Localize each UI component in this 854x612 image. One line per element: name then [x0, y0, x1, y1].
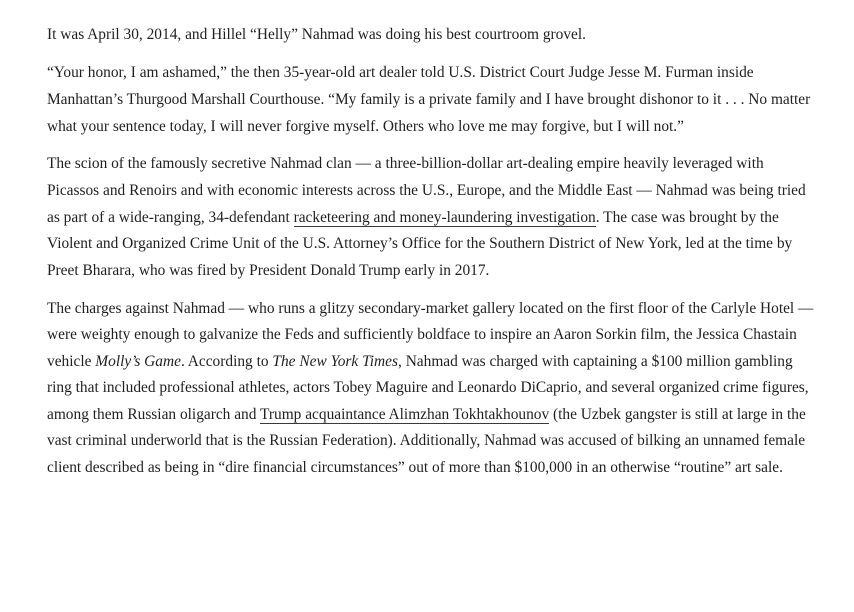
newspaper-title: The New York Times — [272, 352, 398, 370]
tokhtakhounov-link[interactable]: Trump acquaintance Alimzhan Tokhtakhounov — [260, 405, 550, 423]
article-body — [47, 22, 817, 493]
paragraph-4-text-1: The charges against Nahmad — who runs a glitzy secondary-market gallery located on the first floor of the Carlyle Hotel — were weighty enough to galvanize the Feds and sufficiently boldface to inspire an Aaron Sorkin film, the Jessica Chastain vehicle — [47, 299, 814, 370]
paragraph-2-text: “Your honor, I am ashamed,” the then 35-year-old art dealer told U.S. District Court Judge Jesse M. Furman inside Manhattan’s Thurgood Marshall Courthouse. “My family is a private family and I have brought dishonor to it . . . No matter what your sentence today, I will never forgive myself. Others who love me may forgive, but I will not.” — [47, 64, 811, 135]
paragraph-3-text-after-link: . The case was brought by the Violent and Organized Crime Unit of the U.S. Attorney’s Office for the Southern District of New York, led at the time by Preet Bharara, who was fired by President Donald Trump early in 2017. — [47, 208, 793, 279]
paragraph-1 — [47, 22, 817, 49]
film-title: Molly’s Game — [95, 352, 181, 370]
paragraph-4-text-3: , Nahmad was charged with captaining a $100 million gambling ring that included professional athletes, actors Tobey Maguire and Leonardo DiCaprio, and several organized crime figures, among them Russian oligarch and — [47, 352, 809, 423]
paragraph-3-text-before-link: The scion of the famously secretive Nahmad clan — a three-billion-dollar art-dealing empire heavily leveraged with Picassos and Renoirs and with economic interests across the U.S., Europe, and the Middle East — Nahmad was being tried as part of a wide-ranging, 34-defendant — [47, 155, 806, 226]
paragraph-2 — [47, 60, 817, 140]
paragraph-4 — [47, 296, 817, 482]
paragraph-1-text: It was April 30, 2014, and Hillel “Helly” Nahmad was doing his best courtroom grovel. — [47, 26, 586, 43]
paragraph-3 — [47, 151, 817, 284]
racketeering-investigation-link[interactable]: racketeering and money-laundering investigation — [293, 208, 596, 226]
paragraph-4-text-4: (the Uzbek gangster is still at large in the vast criminal underworld that is the Russian Federation). Additionally, Nahmad was accused of bilking an unnamed female client described as being in “dire financial circumstances” out of more than $100,000 in an otherwise “routine” art sale. — [47, 405, 806, 477]
paragraph-4-text-2: . According to — [180, 352, 273, 370]
